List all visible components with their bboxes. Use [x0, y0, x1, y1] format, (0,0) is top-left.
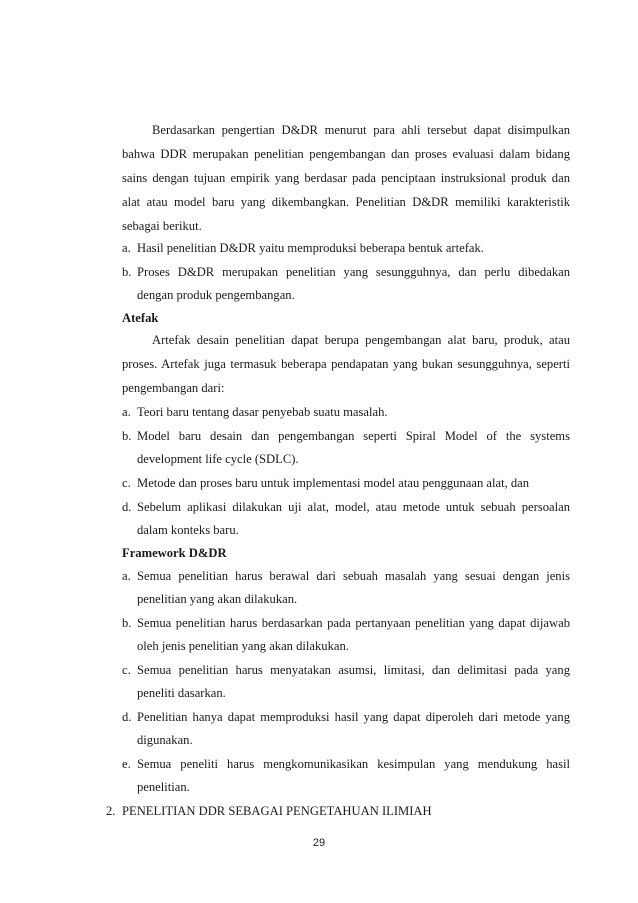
atefak-list-item-d-line-1: Sebelum aplikasi dilakukan uji alat, model, atau metode untuk sebuah persoalan — [137, 500, 570, 514]
atefak-line-3: pengembangan dari: — [122, 381, 225, 395]
framework-list-item-c-line-1: Semua penelitian harus menyatakan asumsi, limitasi, dan delimitasi pada yang — [137, 663, 570, 677]
intro-list-marker-a: a. — [122, 241, 131, 255]
atefak-list-marker-a: a. — [122, 405, 131, 419]
framework-list-item-b-line-2: oleh jenis penelitian yang akan dilakukan. — [137, 639, 349, 653]
intro-line-1: Berdasarkan pengertian D&DR menurut para ahli tersebut dapat disimpulkan — [152, 123, 570, 137]
intro-line-5: sebagai berikut. — [122, 219, 202, 233]
atefak-list-item-b-line-1: Model baru desain dan pengembangan seperti Spiral Model of the systems — [137, 429, 570, 443]
framework-list-marker-d: d. — [122, 710, 132, 724]
atefak-list-item-d-line-2: dalam konteks baru. — [137, 523, 239, 537]
framework-list-marker-b: b. — [122, 616, 132, 630]
atefak-list-marker-c: c. — [122, 476, 131, 490]
atefak-list-marker-b: b. — [122, 429, 132, 443]
intro-line-3: sains dengan tujuan empirik yang berdasar pada penciptaan instruksional produk dan — [122, 171, 570, 185]
intro-line-2: bahwa DDR merupakan penelitian pengembangan dan proses evaluasi dalam bidang — [122, 147, 570, 161]
framework-list-marker-e: e. — [122, 757, 131, 771]
framework-list-item-d-line-2: digunakan. — [137, 733, 193, 747]
atefak-list-item-c: Metode dan proses baru untuk implementasi model atau penggunaan alat, dan — [137, 476, 530, 490]
atefak-list-item-a: Teori baru tentang dasar penyebab suatu masalah. — [137, 405, 388, 419]
intro-list-item-b-line-1: Proses D&DR merupakan penelitian yang sesungguhnya, dan perlu dibedakan — [137, 265, 570, 279]
framework-list-item-e-line-2: penelitian. — [137, 780, 190, 794]
intro-line-4: alat atau model baru yang dikembangkan. Penelitian D&DR memiliki karakteristik — [122, 195, 570, 209]
framework-list-marker-a: a. — [122, 569, 131, 583]
atefak-line-1: Artefak desain penelitian dapat berupa pengembangan alat baru, produk, atau — [152, 333, 570, 347]
framework-list-item-a-line-2: penelitian yang akan dilakukan. — [137, 592, 298, 606]
framework-list-item-d-line-1: Penelitian hanya dapat memproduksi hasil yang dapat diperoleh dari metode yang — [137, 710, 570, 724]
framework-list-item-c-line-2: peneliti dasarkan. — [137, 686, 226, 700]
atefak-list-item-b-line-2: development life cycle (SDLC). — [137, 452, 299, 466]
intro-list-marker-b: b. — [122, 265, 132, 279]
section-number: 2. — [106, 804, 116, 818]
atefak-heading: Atefak — [122, 311, 159, 325]
framework-list-item-e-line-1: Semua peneliti harus mengkomunikasikan kesimpulan yang mendukung hasil — [137, 757, 570, 771]
framework-list-item-b-line-1: Semua penelitian harus berdasarkan pada pertanyaan penelitian yang dapat dijawab — [137, 616, 570, 630]
atefak-list-marker-d: d. — [122, 500, 132, 514]
page-number: 29 — [312, 837, 326, 849]
intro-list-item-a: Hasil penelitian D&DR yaitu memproduksi beberapa bentuk artefak. — [137, 241, 484, 255]
framework-heading: Framework D&DR — [122, 546, 227, 560]
atefak-line-2: proses. Artefak juga termasuk beberapa pendapatan yang bukan sesungguhnya, seperti — [122, 357, 570, 371]
framework-list-item-a-line-1: Semua penelitian harus berawal dari sebuah masalah yang sesuai dengan jenis — [137, 569, 570, 583]
section-title: PENELITIAN DDR SEBAGAI PENGETAHUAN ILIMIAH — [122, 804, 432, 818]
intro-list-item-b-line-2: dengan produk pengembangan. — [137, 288, 295, 302]
framework-list-marker-c: c. — [122, 663, 131, 677]
